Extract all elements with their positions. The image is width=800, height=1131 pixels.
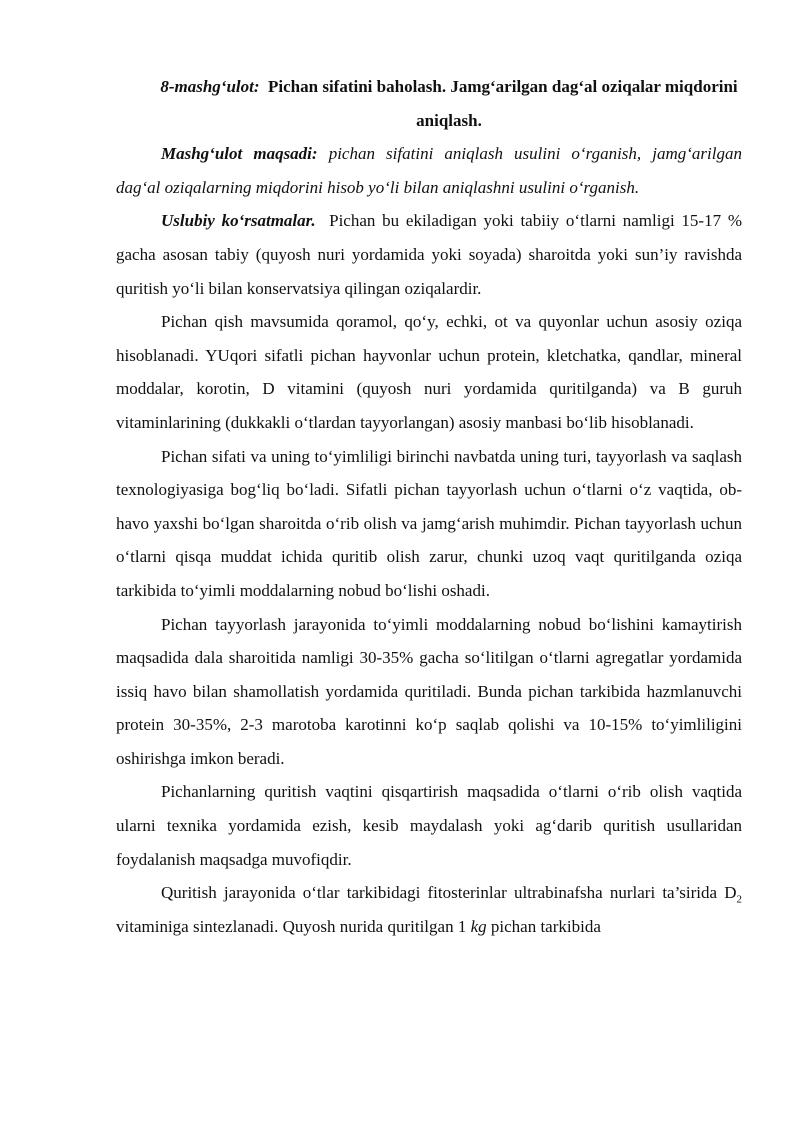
purpose-text: pichan sifatini aniqlash usulini o‘rganish, jamg‘arilgan dag‘al oziqalarning miqdorini hisob yo‘li bilan aniqlashni usulini o‘rganish. xyxy=(116,144,742,197)
body-paragraph-3: Pichan tayyorlash jarayonida to‘yimli moddalarning nobud bo‘lishini kamaytirish maqsadida dala sharoitida namligi 30-35% gacha so‘litilgan o‘tlarni agregatlar yordamida issiq havo bilan shamollatish yordamida quritiladi. Bunda pichan tarkibida hazmlanuvchi protein 30-35%, 2-3 marotoba karotinni ko‘p saqlab qolishi va 10-15% to‘yimliligini oshirishga imkon beradi. xyxy=(116,614,742,768)
purpose-label: Mashg‘ulot maqsadi: xyxy=(161,144,318,164)
paragraph-5-part3: pichan tarkibida xyxy=(486,916,601,936)
lab-label: 8-mashg‘ulot: xyxy=(160,77,260,96)
paragraph-5-part2: vitaminiga sintezlanadi. Quyosh nurida quritilgan 1 xyxy=(116,916,471,936)
document-page xyxy=(116,70,742,943)
body-paragraph-5 xyxy=(116,876,742,943)
page-title xyxy=(116,70,742,137)
guidelines-label: Uslubiy ko‘rsatmalar. xyxy=(161,211,316,231)
body-paragraph-2: Pichan sifati va uning to‘yimliligi birinchi navbatda uning turi, tayyorlash va saqlash texnologiyasiga bog‘liq bo‘ladi. Sifatli pichan tayyorlash uchun o‘tlarni o‘z vaqtida, ob-havo yaxshi bo‘lgan sharoitda o‘rib olish va jamg‘arish muhimdir. Pichan tayyorlash uchun o‘tlarni qisqa muddat ichida quritib olish zarur, chunki uzoq vaqt quritilganda oziqa tarkibida to‘yimli moddalarning nobud bo‘lishi oshadi. xyxy=(116,446,742,600)
subscript-2: 2 xyxy=(736,893,742,906)
body-paragraph-4: Pichanlarning quritish vaqtini qisqartirish maqsadida o‘tlarni o‘rib olish vaqtida ularni texnika yordamida ezish, kesib maydalash yoki ag‘darib quritish usullaridan foydalanish maqsadga muvofiqdir. xyxy=(116,782,742,869)
title-text: Pichan sifatini baholash. Jamg‘arilgan dag‘al oziqalar miqdorini aniqlash. xyxy=(268,77,738,130)
guidelines-paragraph xyxy=(116,204,742,305)
purpose-paragraph xyxy=(116,137,742,204)
guidelines-text: Pichan bu ekiladigan yoki tabiiy o‘tlarni namligi 15-17 % gacha asosan tabiy (quyosh nuri yordamida yoki soyada) sharoitda yoki sun’iy ravishda quritish yo‘li bilan konservatsiya qilingan oziqalardir. xyxy=(116,211,743,298)
unit-kg: kg xyxy=(470,916,487,936)
body-paragraph-1: Pichan qish mavsumida qoramol, qo‘y, echki, ot va quyonlar uchun asosiy oziqa hisoblanadi. YUqori sifatli pichan hayvonlar uchun protein, kletchatka, qandlar, mineral moddalar, korotin, D vitamini (quyosh nuri yordamida quritilganda) va B guruh vitaminlarining (dukkakli o‘tlardan tayyorlangan) asosiy manbasi bo‘lib hisoblanadi. xyxy=(116,312,742,432)
paragraph-5-part1: Quritish jarayonida o‘tlar tarkibidagi fitosterinlar ultrabinafsha nurlari ta’sirida D xyxy=(161,883,737,903)
